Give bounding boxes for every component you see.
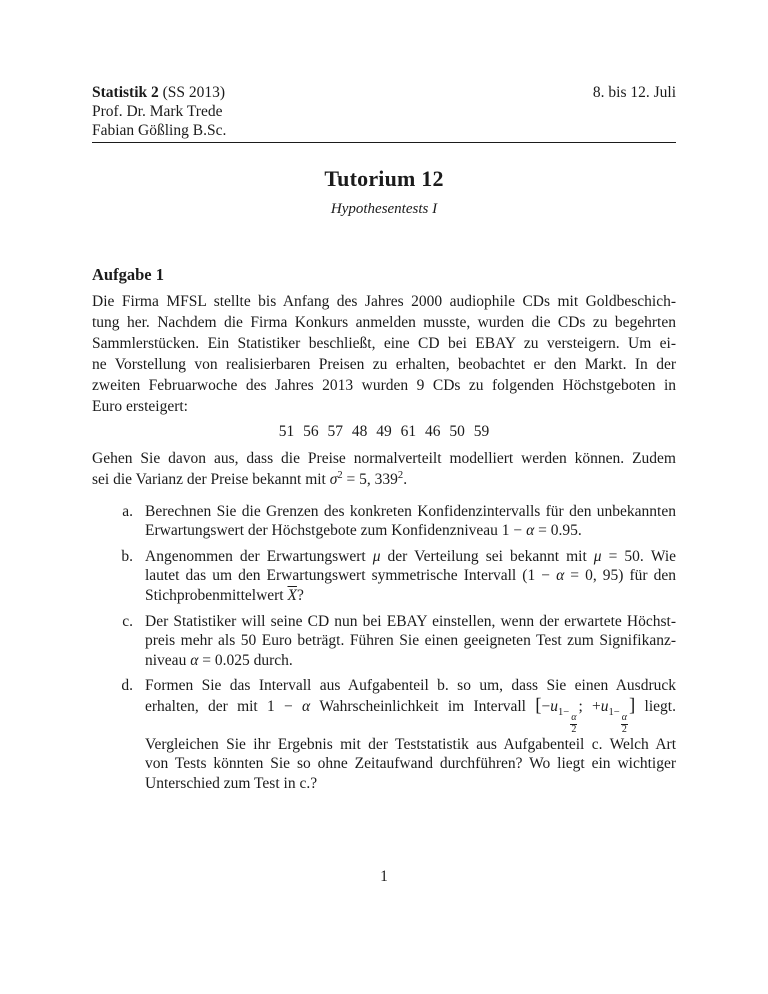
text-line: Die Firma MFSL stellte bis Anfang des Jahres 2000 audiophile CDs mit Goldbeschich-	[92, 293, 676, 311]
text-line: sei die Varianz der Preise bekannt mit $\sigma^2 = 5$, $339^2$.	[92, 469, 408, 488]
text-line: preis mehr als 50 Euro beträgt. Führen Sie einen geeigneten Test zum Signifikanz-	[145, 632, 676, 650]
text-line: niveau α = 0.025 durch.	[145, 651, 293, 669]
text-line: Formen Sie das Intervall aus Aufgabenteil b. so um, dass Sie einen Ausdruck	[145, 677, 676, 695]
text-line: zweiten Februarwoche des Jahres 2013 wurden 9 CDs zu folgenden Höchstgeboten in	[92, 377, 676, 395]
assumption-paragraph	[92, 449, 676, 491]
task-label-d: d.	[121, 677, 133, 695]
course-title: Statistik 2	[92, 84, 159, 101]
page-number: 1	[380, 868, 388, 885]
task-item-d	[92, 676, 676, 793]
task-label-b: b.	[121, 547, 133, 565]
task-text-d	[145, 676, 676, 793]
document-title: Tutorium 12	[324, 166, 444, 192]
task-item-b	[92, 547, 676, 606]
bid-values-row: 51 56 57 48 49 61 46 50 59	[278, 422, 490, 440]
task-label-c: c.	[122, 612, 133, 630]
header-row-1	[92, 83, 676, 102]
exercise-heading: Aufgabe 1	[92, 265, 164, 285]
task-item-c	[92, 612, 676, 671]
task-list	[92, 502, 676, 794]
header-rule	[92, 142, 676, 143]
content-area	[92, 83, 676, 793]
text-line: Vergleichen Sie ihr Ergebnis mit der Teststatistik aus Aufgabenteil c. Welch Art	[145, 735, 676, 753]
text-line: erhalten, der mit 1 − α Wahrscheinlichkeit im Intervall [$-u_{1- \frac{\alpha}{2}}$ ; $+u_{1- \frac{\alpha}{2}}$ ] liegt.	[145, 694, 676, 735]
course-line	[92, 83, 225, 102]
task-text-c	[145, 612, 676, 671]
text-line: Stichprobenmittelwert $\overline{X}$?	[145, 587, 304, 605]
course-term: (SS 2013)	[158, 84, 226, 101]
text-line: Gehen Sie davon aus, dass die Preise normalverteilt modelliert werden können. Zudem	[92, 449, 676, 467]
document-header	[92, 83, 676, 143]
text-line: von Tests könnten Sie so ohne Zeitaufwand durchführen? Wo liegt ein wichtiger	[145, 755, 676, 773]
text-line: Der Statistiker will seine CD nun bei EBAY einstellen, wenn der erwartete Höchst-	[145, 612, 676, 630]
document-subtitle: Hypothesentests I	[330, 201, 438, 218]
text-line: tung her. Nachdem die Firma Konkurs anmelden musste, wurden die CDs zu begehrten	[92, 314, 676, 332]
text-line: Angenommen der Erwartungswert μ der Verteilung sei bekannt mit μ = 50. Wie	[145, 547, 677, 565]
task-item-a	[92, 502, 676, 541]
text-line: ne Vorstellung von realisierbaren Preisen zu erhalten, beobachtet er den Markt. In der	[92, 356, 676, 374]
text-line: Unterschied zum Test in c.?	[145, 774, 318, 792]
text-line: Berechnen Sie die Grenzen des konkreten Konfidenzintervalls für den unbekannten	[145, 502, 676, 520]
task-label-a: a.	[122, 502, 133, 520]
date-range: 8. bis 12. Juli	[592, 84, 676, 101]
exercise-intro-paragraph	[92, 292, 676, 417]
text-line: lautet das um den Erwartungswert symmetrische Intervall (1 − α = 0, 95) für den	[145, 567, 677, 585]
text-line: Euro ersteigert:	[92, 397, 188, 415]
author-line-2: Fabian Gößling B.Sc.	[92, 122, 227, 139]
text-line: Erwartungswert der Höchstgebote zum Konfidenzniveau 1 − α = 0.95.	[145, 522, 582, 540]
task-text-a	[145, 502, 676, 541]
author-line-1: Prof. Dr. Mark Trede	[92, 103, 223, 120]
task-text-b	[145, 547, 676, 606]
text-line: Sammlerstücken. Ein Statistiker beschließt, eine CD bei EBAY zu versteigern. Um ei-	[92, 335, 676, 353]
